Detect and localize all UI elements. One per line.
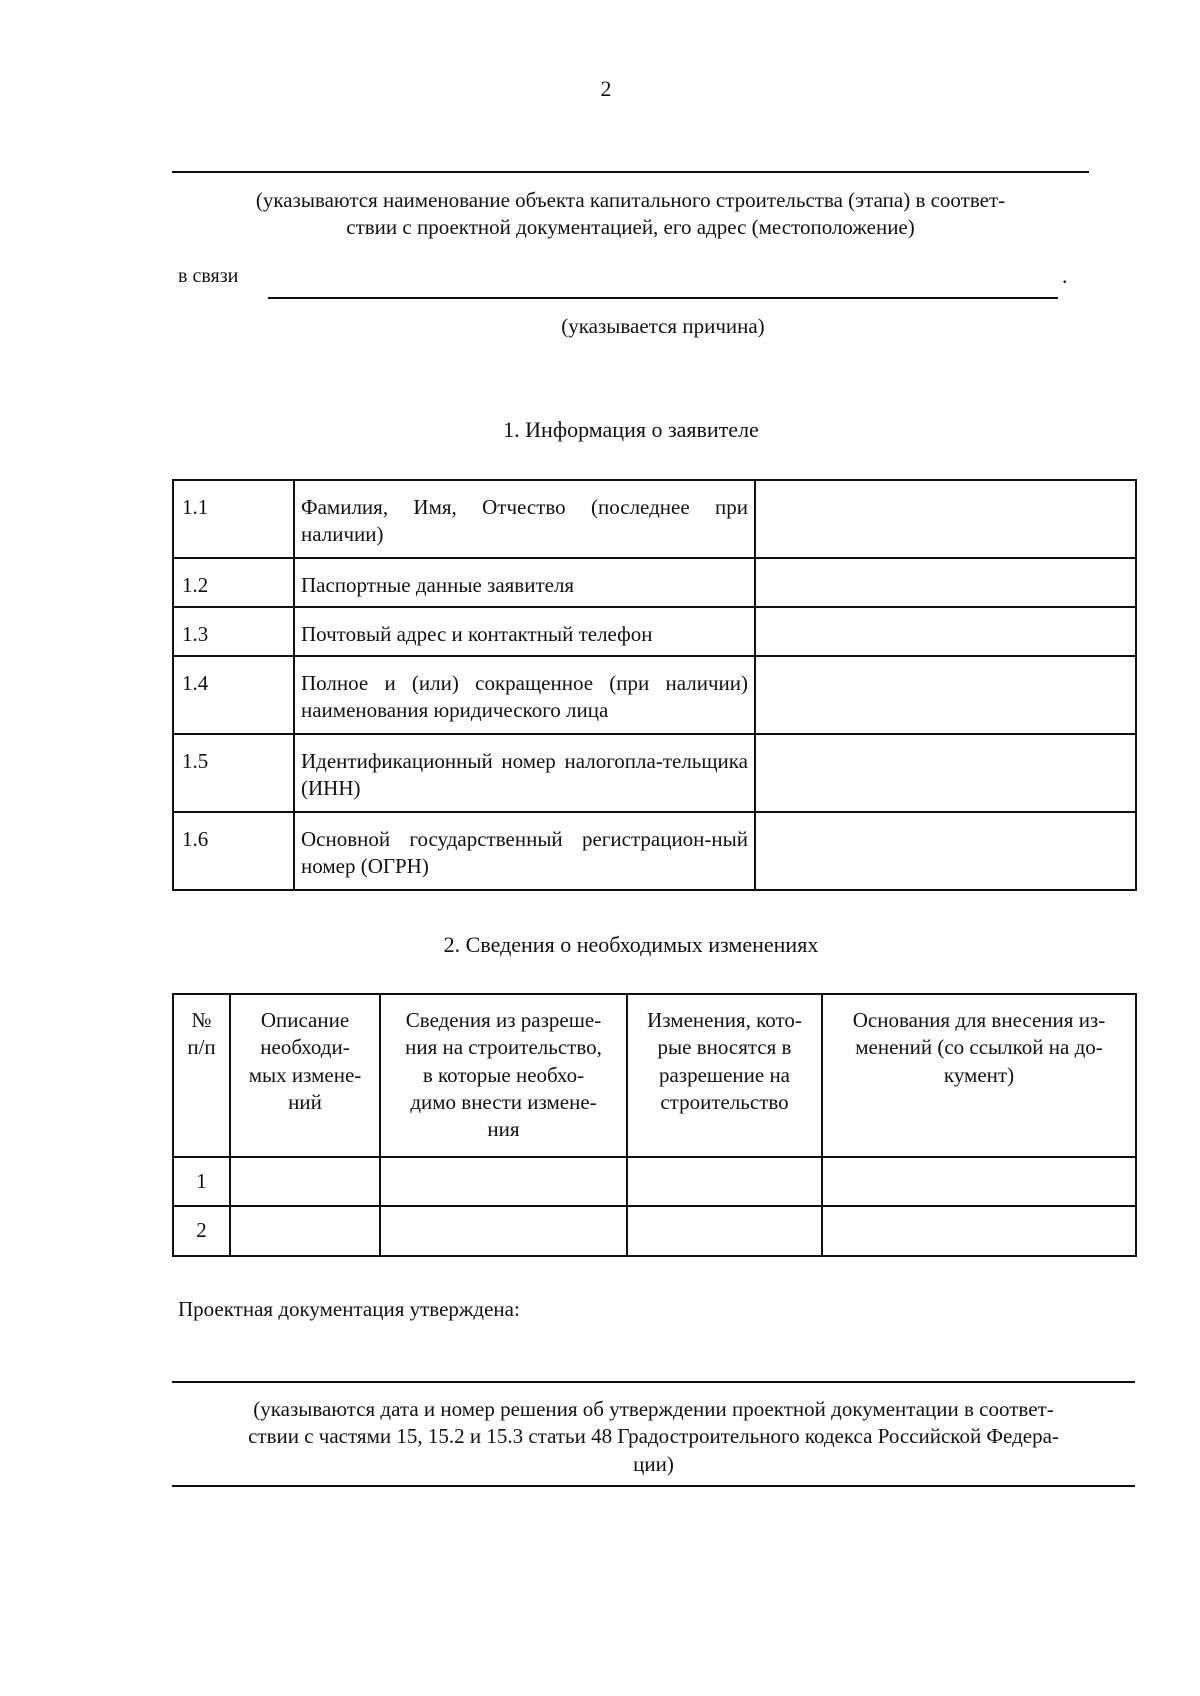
table-row	[173, 1206, 1136, 1255]
row-label: Паспортные данные заявителя	[294, 558, 755, 607]
header-line: Основания для внесения из-	[852, 1008, 1106, 1032]
header-line: Описание	[260, 1008, 350, 1032]
header-line: Изменения, кото-	[647, 1008, 802, 1032]
object-name-caption-line: ствии с проектной документацией, его адрес (местоположение)	[346, 215, 915, 240]
table-row	[173, 480, 1136, 558]
header-line: ний	[288, 1089, 322, 1114]
approval-caption-line: ствии с частями 15, 15.2 и 15.3 статьи 48 Градостроительного кодекса Российской Федера-	[248, 1424, 1059, 1449]
header-line: рые вносятся в	[657, 1035, 792, 1060]
row-label: Основной государственный регистрацион-ный номер (ОГРН)	[294, 812, 755, 890]
section2-title: 2. Сведения о необходимых изменениях	[443, 932, 819, 957]
row-number: 1.1	[173, 480, 294, 558]
table-row	[173, 558, 1136, 607]
row-number: 1.3	[173, 607, 294, 656]
approval-line-top	[172, 1381, 1135, 1383]
changes-cell[interactable]	[627, 1157, 822, 1206]
reason-label: в связи	[178, 265, 239, 287]
header-line: менений (со ссылкой на до-	[855, 1035, 1103, 1060]
row-label: Фамилия, Имя, Отчество (последнее при наличии)	[294, 480, 755, 558]
row-label: Почтовый адрес и контактный телефон	[294, 607, 755, 656]
column-header-grounds	[822, 994, 1136, 1157]
column-header-number	[173, 994, 230, 1157]
permit-info-cell[interactable]	[380, 1206, 627, 1255]
object-name-caption	[150, 187, 1111, 242]
header-line: ния на строительство,	[405, 1035, 602, 1060]
reason-line	[268, 297, 1058, 299]
column-header-description	[230, 994, 380, 1157]
applicant-fio-value[interactable]	[755, 480, 1136, 558]
column-header-changes	[627, 994, 822, 1157]
header-line: разрешение на	[658, 1062, 791, 1087]
reason-caption: (указывается причина)	[561, 314, 765, 338]
applicant-ogrn-value[interactable]	[755, 812, 1136, 890]
reason-trailing-dot: .	[1062, 263, 1068, 288]
table-row	[173, 812, 1136, 890]
row-number: 1.2	[173, 558, 294, 607]
approval-caption	[160, 1396, 1147, 1478]
row-number: 1.4	[173, 656, 294, 734]
header-line: №	[191, 1008, 212, 1032]
header-line: мых измене-	[248, 1062, 362, 1087]
applicant-passport-value[interactable]	[755, 558, 1136, 607]
table-header-row	[173, 994, 1136, 1157]
table-row	[173, 734, 1136, 812]
header-line: ния	[487, 1117, 520, 1142]
permit-info-cell[interactable]	[380, 1157, 627, 1206]
changes-table	[172, 993, 1137, 1257]
row-label: Полное и (или) сокращенное (при наличии) наименования юридического лица	[294, 656, 755, 734]
header-line: в которые необхо-	[422, 1062, 585, 1087]
page-number: 2	[600, 76, 612, 101]
change-description-cell[interactable]	[230, 1206, 380, 1255]
approval-line-bottom	[172, 1485, 1135, 1487]
object-name-caption-line: (указываются наименование объекта капитального строительства (этапа) в соответ-	[255, 188, 1006, 212]
table-row	[173, 607, 1136, 656]
applicant-legal-name-value[interactable]	[755, 656, 1136, 734]
row-number: 2	[173, 1206, 230, 1255]
header-line: необходи-	[260, 1035, 350, 1060]
header-line: п/п	[187, 1035, 216, 1060]
table-row	[173, 656, 1136, 734]
table-row	[173, 1157, 1136, 1206]
applicant-address-value[interactable]	[755, 607, 1136, 656]
grounds-cell[interactable]	[822, 1157, 1136, 1206]
applicant-info-table	[172, 479, 1137, 891]
approval-label: Проектная документация утверждена:	[178, 1297, 520, 1321]
column-header-permit-info	[380, 994, 627, 1157]
approval-caption-line: ции)	[633, 1451, 674, 1476]
changes-cell[interactable]	[627, 1206, 822, 1255]
header-line: димо внести измене-	[410, 1089, 597, 1114]
change-description-cell[interactable]	[230, 1157, 380, 1206]
header-line: строительство	[660, 1089, 789, 1114]
grounds-cell[interactable]	[822, 1206, 1136, 1255]
applicant-inn-value[interactable]	[755, 734, 1136, 812]
row-number: 1	[173, 1157, 230, 1206]
row-number: 1.6	[173, 812, 294, 890]
header-line: кумент)	[943, 1062, 1015, 1087]
header-line: Сведения из разреше-	[405, 1008, 602, 1032]
row-label: Идентификационный номер налогопла-тельщика (ИНН)	[294, 734, 755, 812]
row-number: 1.5	[173, 734, 294, 812]
object-name-line	[172, 171, 1089, 173]
approval-caption-line: (указываются дата и номер решения об утверждении проектной документации в соответ-	[253, 1397, 1054, 1421]
section1-title: 1. Информация о заявителе	[503, 417, 759, 442]
